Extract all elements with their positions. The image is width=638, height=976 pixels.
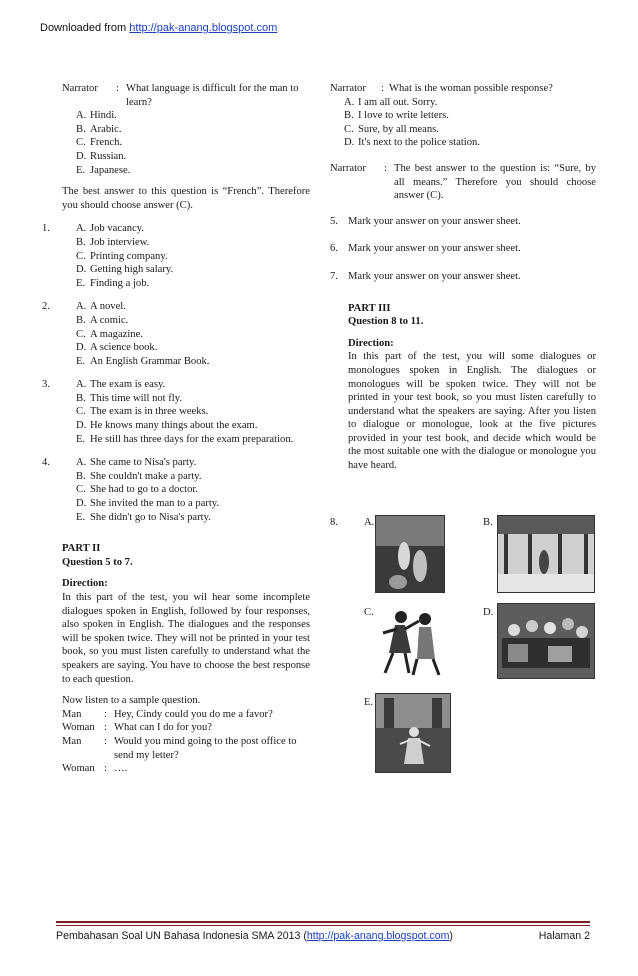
option-letter: E. bbox=[76, 355, 86, 367]
option-letter: A. bbox=[76, 301, 87, 313]
answer-option bbox=[344, 109, 596, 123]
option-text: She didn't go to Nisa's party. bbox=[90, 511, 211, 523]
picture-d-group-photo bbox=[497, 603, 595, 679]
option-text: He still has three days for the exam preparation. bbox=[90, 433, 294, 445]
question-4 bbox=[42, 456, 310, 524]
option-text: A science book. bbox=[90, 342, 158, 354]
sample-question-left: Narrator : What language is difficult for the man to learn? bbox=[62, 82, 310, 109]
picture-b-pendopo-photo bbox=[497, 515, 595, 593]
picture-a-dancers-photo bbox=[375, 515, 445, 593]
question-options bbox=[76, 378, 310, 446]
option-text: The exam is easy. bbox=[90, 379, 166, 391]
download-prefix: Downloaded from bbox=[40, 22, 130, 34]
option-letter: C. bbox=[76, 137, 86, 149]
answer-option bbox=[76, 328, 310, 342]
option-text: A novel. bbox=[90, 301, 126, 313]
option-text: Finding a job. bbox=[90, 277, 150, 289]
option-letter: C. bbox=[76, 250, 86, 262]
answer-option bbox=[76, 109, 310, 123]
option-letter: B. bbox=[76, 236, 86, 248]
picture-c-dancing-couple-photo bbox=[375, 603, 449, 677]
option-text: Job interview. bbox=[90, 236, 150, 248]
option-text: Russian. bbox=[90, 150, 127, 162]
answer-option bbox=[76, 497, 310, 511]
option-text: Sure, by all means. bbox=[358, 123, 439, 135]
part-2-section bbox=[62, 542, 310, 776]
answer-option bbox=[76, 483, 310, 497]
footer-rule bbox=[56, 921, 590, 926]
option-letter: A. bbox=[76, 110, 87, 122]
answer-option bbox=[76, 222, 310, 236]
part-3-direction-text: In this part of the test, you will some dialogues or monologues spoken in English. The dialogues or monologues will be spoken twice. They will not be printed in your test book, so you must listen carefully to understand what the speakers are saying. After you listen to dialogue or monologue, look at the five pictures provided in your test book, and decide which would be the most suitable one with the dialogue or monologue you have heard. bbox=[348, 351, 596, 472]
option-text: An English Grammar Book. bbox=[90, 355, 210, 367]
sample-question-text: What is the woman possible response? bbox=[389, 83, 553, 94]
mark-text: Mark your answer on your answer sheet. bbox=[348, 243, 521, 255]
answer-option bbox=[76, 355, 310, 369]
option-text: This time will not fly. bbox=[90, 392, 183, 404]
dialogue-line: Woman : …. bbox=[62, 762, 310, 776]
answer-option bbox=[76, 263, 310, 277]
dialogue-speaker: Woman bbox=[62, 722, 95, 734]
option-letter: A. bbox=[76, 379, 87, 391]
option-letter: D. bbox=[76, 420, 87, 432]
answer-option bbox=[344, 123, 596, 137]
option-text: French. bbox=[90, 137, 123, 149]
option-text: She had to go to a doctor. bbox=[90, 484, 198, 496]
mark-answer-5 bbox=[330, 215, 596, 229]
part-3-title: PART III bbox=[348, 302, 391, 314]
answer-option bbox=[76, 511, 310, 525]
answer-option bbox=[76, 300, 310, 314]
option-text: Japanese. bbox=[90, 164, 131, 176]
speaker-label: Narrator bbox=[330, 83, 366, 94]
dialogue-text: Hey, Cindy could you do me a favor? bbox=[114, 708, 273, 720]
option-letter: D. bbox=[76, 342, 87, 354]
mark-instructions bbox=[330, 215, 596, 284]
option-letter: E. bbox=[76, 164, 86, 176]
left-column bbox=[42, 82, 310, 776]
dialogue-text: …. bbox=[114, 763, 128, 775]
dialogue-line: Woman : What can I do for you? bbox=[62, 721, 310, 735]
option-text: I love to write letters. bbox=[358, 110, 449, 122]
option-text: Job vacancy. bbox=[90, 223, 145, 235]
question-2 bbox=[42, 300, 310, 368]
answer-option bbox=[76, 456, 310, 470]
answer-option bbox=[76, 277, 310, 291]
option-text: The exam is in three weeks. bbox=[90, 406, 209, 418]
sample-question-text: What language is difficult for the man to learn? bbox=[126, 83, 299, 108]
question-number: 7. bbox=[330, 270, 338, 282]
picture-a-label: A. bbox=[364, 517, 375, 528]
mark-answer-6 bbox=[330, 242, 596, 256]
dialogue-text: What can I do for you? bbox=[114, 722, 212, 734]
speaker-label: Narrator bbox=[330, 162, 366, 174]
question-options bbox=[76, 222, 310, 290]
option-letter: C. bbox=[76, 406, 86, 418]
question-options bbox=[76, 300, 310, 368]
answer-option bbox=[76, 250, 310, 264]
option-letter: B. bbox=[76, 123, 86, 135]
answer-option bbox=[76, 341, 310, 355]
part-3-direction-label: Direction: bbox=[348, 337, 394, 349]
footer-link[interactable]: http://pak-anang.blogspot.com bbox=[306, 930, 450, 942]
question-options bbox=[76, 456, 310, 524]
right-column bbox=[330, 82, 596, 473]
question-1 bbox=[42, 222, 310, 290]
answer-option bbox=[76, 136, 310, 150]
part-2-direction-label: Direction: bbox=[62, 578, 108, 590]
answer-option bbox=[76, 433, 310, 447]
option-text: Printing company. bbox=[90, 250, 168, 262]
option-letter: E. bbox=[76, 511, 86, 523]
dialogue-speaker: Man bbox=[62, 735, 82, 747]
question-8-number: 8. bbox=[330, 517, 338, 528]
answer-option bbox=[76, 419, 310, 433]
option-letter: A. bbox=[76, 457, 87, 469]
answer-option bbox=[76, 405, 310, 419]
option-letter: B. bbox=[76, 314, 86, 326]
option-letter: B. bbox=[76, 470, 86, 482]
download-source-line bbox=[40, 22, 277, 34]
option-text: She couldn't make a party. bbox=[90, 470, 202, 482]
question-number: 3. bbox=[42, 379, 50, 391]
part-2-subtitle: Question 5 to 7. bbox=[62, 556, 133, 568]
option-letter: C. bbox=[76, 484, 86, 496]
option-text: A comic. bbox=[90, 314, 129, 326]
part-2-direction-text: In this part of the test, you wil hear some incomplete dialogues spoken in English, followed by four responses, also spoken in English. The dialogues and the responses will be spoken twice. They will not be printed in your test book, so you must listen carefully to understand what the speakers are saying. You have to choose the best response to each question. bbox=[62, 592, 310, 685]
option-text: Hindi. bbox=[90, 110, 117, 122]
question-number: 2. bbox=[42, 301, 50, 313]
picture-e-dancer-photo bbox=[375, 693, 451, 773]
speaker-label: Narrator bbox=[62, 83, 98, 94]
picture-b-label: B. bbox=[483, 517, 493, 528]
dialogue-line: Man : Hey, Cindy could you do me a favor? bbox=[62, 708, 310, 722]
answer-option bbox=[76, 150, 310, 164]
option-text: She invited the man to a party. bbox=[90, 498, 220, 510]
answer-option bbox=[76, 378, 310, 392]
question-list bbox=[42, 222, 310, 524]
option-letter: A. bbox=[344, 96, 355, 108]
answer-option bbox=[76, 164, 310, 178]
answer-option bbox=[76, 314, 310, 328]
option-text: It's next to the police station. bbox=[358, 137, 480, 149]
sample-explanation-right: The best answer to the question is: “Sure, by all means.” Therefore you should choose answer (C). bbox=[394, 162, 596, 202]
sample-intro: Now listen to a sample question. bbox=[62, 695, 201, 707]
option-letter: D. bbox=[344, 137, 355, 149]
download-link[interactable]: http://pak-anang.blogspot.com bbox=[129, 22, 278, 34]
answer-option bbox=[344, 96, 596, 110]
mark-answer-7 bbox=[330, 270, 596, 284]
sample-options-right bbox=[344, 96, 596, 150]
mark-text: Mark your answer on your answer sheet. bbox=[348, 215, 521, 227]
picture-e-label: E. bbox=[364, 697, 374, 708]
option-text: Arabic. bbox=[90, 123, 122, 135]
question-number: 4. bbox=[42, 457, 50, 469]
option-letter: B. bbox=[344, 110, 354, 122]
option-letter: C. bbox=[76, 328, 86, 340]
question-8-pictures bbox=[330, 515, 600, 775]
part-3-section bbox=[348, 302, 596, 473]
option-text: A magazine. bbox=[90, 328, 143, 340]
option-letter: D. bbox=[76, 150, 87, 162]
dialogue-speaker: Man bbox=[62, 708, 82, 720]
question-3 bbox=[42, 378, 310, 446]
option-text: He knows many things about the exam. bbox=[90, 420, 258, 432]
sample-question-right: Narrator : What is the woman possible response? bbox=[330, 82, 596, 96]
mark-text: Mark your answer on your answer sheet. bbox=[348, 270, 521, 282]
option-letter: C. bbox=[344, 123, 354, 135]
question-number: 6. bbox=[330, 243, 338, 255]
question-number: 5. bbox=[330, 215, 338, 227]
option-text: I am all out. Sorry. bbox=[358, 96, 438, 108]
footer-source: Pembahasan Soal UN Bahasa Indonesia SMA 2013 (http://pak-anang.blogspot.com) bbox=[56, 930, 453, 942]
option-letter: E. bbox=[76, 277, 86, 289]
part-3-subtitle: Question 8 to 11. bbox=[348, 316, 424, 328]
dialogue-line: Man : Would you mind going to the post office to send my letter? bbox=[62, 735, 310, 762]
answer-option bbox=[76, 392, 310, 406]
dialogue-speaker: Woman bbox=[62, 763, 95, 775]
answer-option bbox=[76, 236, 310, 250]
option-letter: A. bbox=[76, 223, 87, 235]
option-text: Getting high salary. bbox=[90, 264, 174, 276]
option-letter: D. bbox=[76, 498, 87, 510]
answer-option bbox=[76, 123, 310, 137]
picture-d-label: D. bbox=[483, 607, 494, 618]
option-text: She came to Nisa's party. bbox=[90, 457, 197, 469]
page-footer bbox=[56, 930, 590, 942]
answer-option bbox=[344, 136, 596, 150]
option-letter: B. bbox=[76, 392, 86, 404]
sample-explanation-left: The best answer to this question is “French”. Therefore you should choose answer (C). bbox=[62, 186, 310, 211]
option-letter: E. bbox=[76, 433, 86, 445]
question-number: 1. bbox=[42, 223, 50, 235]
page-number: Halaman 2 bbox=[538, 930, 590, 942]
sample-dialogue bbox=[62, 708, 310, 776]
option-letter: D. bbox=[76, 264, 87, 276]
narrator-explanation: Narrator : The best answer to the question is: “Sure, by all means.” Therefore you should choose answer (C). bbox=[330, 162, 596, 202]
part-2-title: PART II bbox=[62, 543, 101, 555]
sample-options-left bbox=[76, 109, 310, 177]
dialogue-text: Would you mind going to the post office to send my letter? bbox=[114, 735, 297, 761]
picture-c-label: C. bbox=[364, 607, 374, 618]
answer-option bbox=[76, 470, 310, 484]
